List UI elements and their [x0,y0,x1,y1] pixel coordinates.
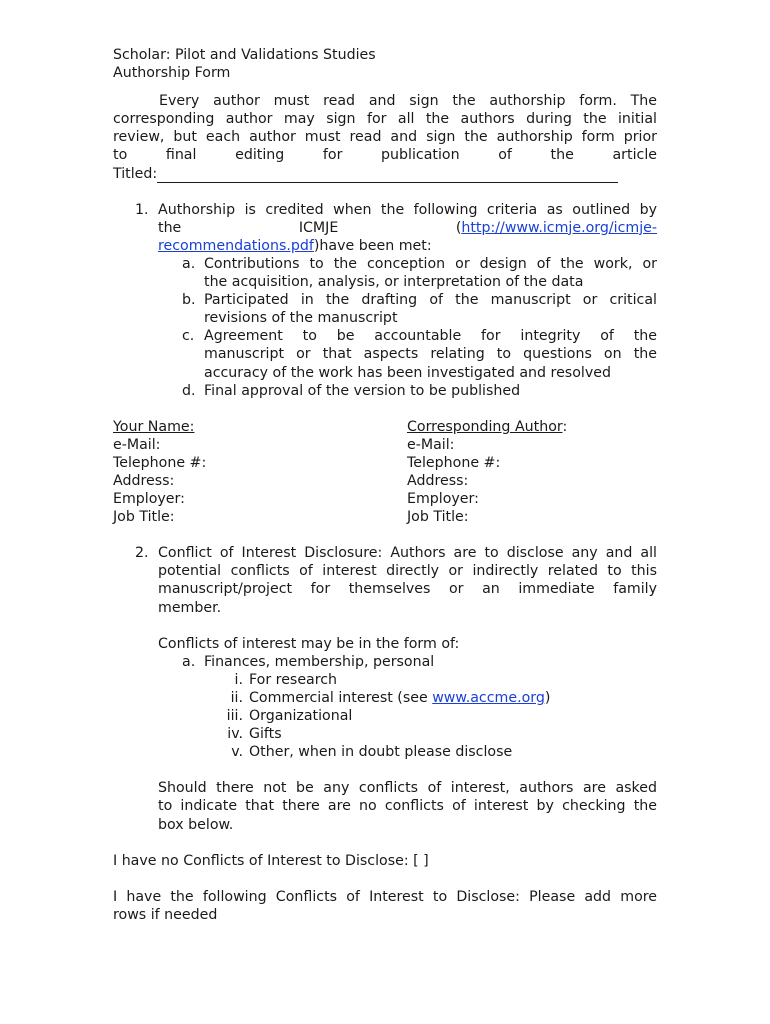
list-item-text: accuracy of the work has been investigated and resolved [204,364,611,381]
roman-item [113,743,657,761]
roman-item [113,671,657,689]
criteria-list [113,255,657,400]
authorship-form-page [113,46,657,924]
word-the: the [158,219,182,236]
address-field[interactable]: Address: [113,472,175,489]
corresponding-author-column [407,418,657,527]
list-marker: d. [182,382,196,399]
employer-field[interactable]: Employer: [113,491,185,508]
list-item [113,291,657,327]
coi-forms-text: Conflicts of interest may be in the form of: [158,635,460,652]
form-title-line2: Authorship Form [113,65,231,82]
title-blank-field[interactable] [157,169,618,183]
coi-forms-intro [113,635,657,653]
word-icmje: ICMJE [298,219,339,236]
closing-text: box below. [158,816,234,833]
titled-line [113,165,657,183]
list-item-line [113,255,657,273]
roman-marker: i. [234,671,243,688]
list-item-text: Final approval of the version to be published [204,382,521,399]
closing-text: to indicate that there are no conflicts of interest by checking the [158,798,657,815]
ca-telephone-field[interactable]: Telephone #: [407,454,501,471]
list-item-text: Contributions to the conception or design of the work, or [204,255,657,272]
roman-text: Commercial interest (see [249,689,433,706]
list-item-line [113,345,657,363]
accme-link[interactable]: www.accme.org [432,689,545,706]
list-item-line [113,309,657,327]
list-item-line [113,327,657,345]
list-marker: b. [182,292,196,309]
ca-address-field[interactable]: Address: [407,472,469,489]
email-field[interactable]: e-Mail: [113,436,161,453]
criteria-intro-line [113,237,657,255]
roman-text-after: ) [544,689,551,706]
list-item-line [113,273,657,291]
criteria-intro-line [113,201,657,219]
intro-paragraph [113,92,657,182]
roman-item [113,725,657,743]
intro-line: corresponding author may sign for all the authors during the initial [113,111,657,128]
icmje-link[interactable]: http://www.icmje.org/icmje- [461,219,657,236]
ca-employer-field[interactable]: Employer: [407,491,479,508]
list-item [113,255,657,291]
coi-sub-a [113,653,657,671]
coi-text: member. [158,599,222,616]
form-title-line1: Scholar: Pilot and Validations Studies [113,47,376,63]
ca-email-field[interactable]: e-Mail: [407,436,455,453]
intro-line: to final editing for publication of the article [113,147,657,164]
roman-text: Organizational [249,708,353,725]
list-number: 1. [135,201,149,218]
intro-line: Every author must read and sign the authorship form. The [159,93,657,110]
roman-item [113,689,657,707]
coi-text: manuscript/project for themselves or an immediate family [158,581,657,598]
roman-marker: iv. [227,726,243,743]
have-been-met-text: )have been met: [313,237,432,254]
has-coi-line: rows if needed [113,906,218,923]
list-item [113,327,657,381]
corresponding-author-label[interactable]: Corresponding Author [407,418,563,435]
list-item-text: revisions of the manuscript [204,310,398,327]
ca-job-title-field[interactable]: Job Title: [407,509,469,526]
list-item-line [113,291,657,309]
list-item-text: Agreement to be accountable for integrity of the [204,328,657,345]
list-item-text: Participated in the drafting of the manuscript or critical [204,292,657,309]
list-item-line [113,382,657,400]
has-coi-line: I have the following Conflicts of Interest to Disclose: Please add more [113,888,657,905]
roman-marker: iii. [226,708,243,725]
list-number: 2. [135,545,149,562]
closing-line [113,816,657,834]
your-name-label[interactable]: Your Name: [113,418,195,435]
criteria-intro-line [113,219,657,237]
roman-marker: v. [231,744,243,761]
roman-item [113,707,657,725]
list-marker: c. [182,328,195,345]
no-coi-checkbox-line[interactable]: I have no Conflicts of Interest to Disclose: [ ] [113,852,429,869]
closing-line [113,779,657,797]
list-item [113,382,657,400]
closing-line [113,797,657,815]
corresponding-author-heading-row [407,418,657,436]
contact-columns [113,418,657,527]
telephone-field[interactable]: Telephone #: [113,454,207,471]
coi-line [113,544,657,562]
coi-text: potential conflicts of interest directly or indirectly related to this [158,563,657,580]
roman-text: Gifts [249,726,282,743]
conflict-of-interest-section [113,544,657,833]
coi-line [113,599,657,617]
list-item-text: the acquisition, analysis, or interpretation of the data [204,274,584,291]
roman-text: For research [249,671,338,688]
closing-text: Should there not be any conflicts of interest, authors are asked [158,780,657,797]
sub-a-text: Finances, membership, personal [204,653,435,670]
list-item-text: manuscript or that aspects relating to questions on the [204,346,657,363]
coi-line [113,580,657,598]
criteria-intro-text: Authorship is credited when the following criteria as outlined by [158,201,657,218]
roman-marker: ii. [230,689,243,706]
titled-label: Titled: [113,165,158,182]
open-paren: ( [455,219,462,236]
list-marker: a. [182,653,196,670]
roman-text: Other, when in doubt please disclose [249,744,513,761]
your-name-heading-row [113,418,393,436]
list-item-line [113,364,657,382]
coi-text: Conflict of Interest Disclosure: Authors are to disclose any and all [158,545,657,562]
heading-colon: : [562,418,568,435]
icmje-link-continued[interactable]: recommendations.pdf [158,237,314,254]
job-title-field[interactable]: Job Title: [113,509,175,526]
coi-line [113,562,657,580]
intro-line: review, but each author must read and sign the authorship form prior [113,129,657,146]
your-info-column [113,418,393,527]
list-marker: a. [182,255,196,272]
authorship-criteria-section [113,201,657,400]
